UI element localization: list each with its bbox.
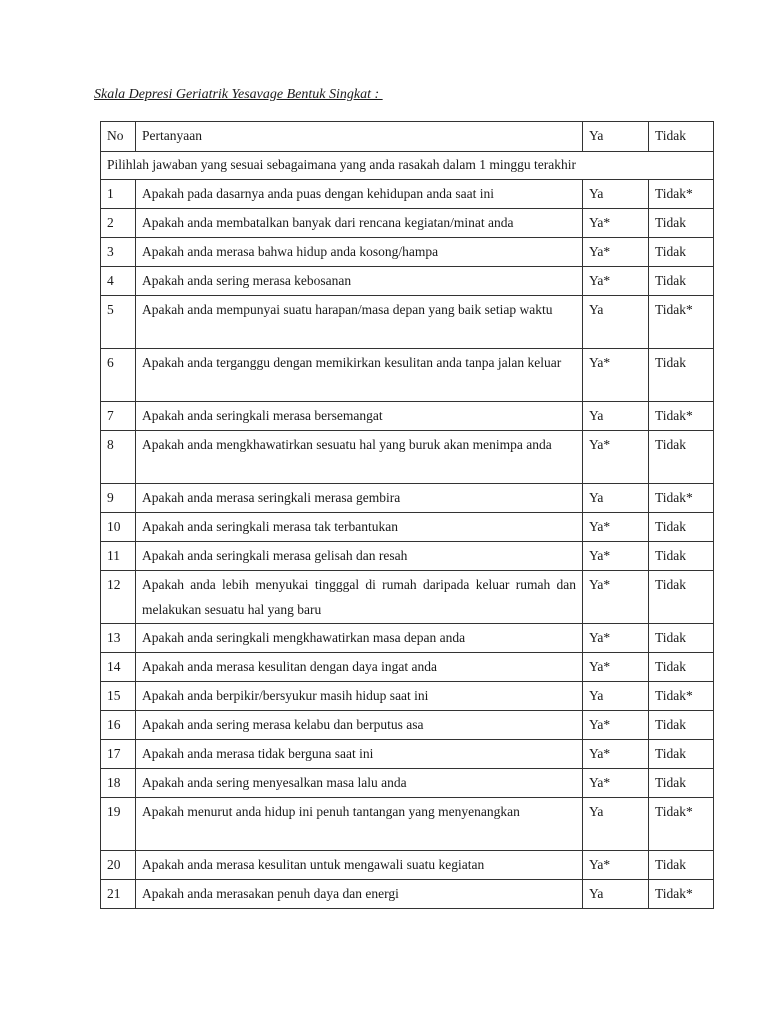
answer-yes: Ya: [583, 682, 649, 711]
answer-no: Tidak*: [649, 180, 714, 209]
answer-yes: Ya*: [583, 542, 649, 571]
row-number: 7: [101, 402, 136, 431]
answer-yes: Ya*: [583, 851, 649, 880]
answer-no: Tidak*: [649, 296, 714, 349]
answer-no: Tidak: [649, 542, 714, 571]
question-text: Apakah menurut anda hidup ini penuh tantangan yang menyenangkan: [136, 798, 583, 851]
row-number: 9: [101, 484, 136, 513]
row-number: 8: [101, 431, 136, 484]
answer-no: Tidak: [649, 267, 714, 296]
answer-yes: Ya*: [583, 349, 649, 402]
table-row: [101, 349, 714, 402]
row-number: 6: [101, 349, 136, 402]
question-text: Apakah anda merasa kesulitan dengan daya ingat anda: [136, 653, 583, 682]
answer-yes: Ya: [583, 798, 649, 851]
answer-no: Tidak: [649, 513, 714, 542]
question-text: Apakah anda seringkali mengkhawatirkan masa depan anda: [136, 624, 583, 653]
table-row: [101, 296, 714, 349]
table-row: [101, 238, 714, 267]
question-text: Apakah anda merasa seringkali merasa gembira: [136, 484, 583, 513]
answer-no: Tidak*: [649, 682, 714, 711]
answer-no: Tidak: [649, 349, 714, 402]
answer-no: Tidak*: [649, 880, 714, 909]
table-row: [101, 740, 714, 769]
answer-no: Tidak: [649, 238, 714, 267]
document-title: Skala Depresi Geriatrik Yesavage Bentuk Singkat :: [94, 87, 383, 102]
question-text: Apakah anda terganggu dengan memikirkan kesulitan anda tanpa jalan keluar: [136, 349, 583, 402]
answer-yes: Ya*: [583, 653, 649, 682]
answer-no: Tidak: [649, 653, 714, 682]
question-text: Apakah anda berpikir/bersyukur masih hidup saat ini: [136, 682, 583, 711]
answer-yes: Ya: [583, 180, 649, 209]
table-row: [101, 180, 714, 209]
question-text: Apakah pada dasarnya anda puas dengan kehidupan anda saat ini: [136, 180, 583, 209]
table-row: [101, 209, 714, 238]
answer-yes: Ya*: [583, 769, 649, 798]
answer-no: Tidak*: [649, 484, 714, 513]
answer-yes: Ya*: [583, 209, 649, 238]
row-number: 21: [101, 880, 136, 909]
row-number: 3: [101, 238, 136, 267]
question-text: Apakah anda merasa kesulitan untuk mengawali suatu kegiatan: [136, 851, 583, 880]
row-number: 14: [101, 653, 136, 682]
question-text: Apakah anda seringkali merasa bersemangat: [136, 402, 583, 431]
answer-yes: Ya*: [583, 571, 649, 624]
table-row: [101, 513, 714, 542]
question-text: Apakah anda merasa tidak berguna saat ini: [136, 740, 583, 769]
answer-yes: Ya*: [583, 238, 649, 267]
answer-no: Tidak*: [649, 402, 714, 431]
row-number: 11: [101, 542, 136, 571]
answer-no: Tidak: [649, 624, 714, 653]
answer-no: Tidak: [649, 209, 714, 238]
answer-no: Tidak*: [649, 798, 714, 851]
question-text: Apakah anda merasa bahwa hidup anda kosong/hampa: [136, 238, 583, 267]
row-number: 17: [101, 740, 136, 769]
answer-yes: Ya: [583, 402, 649, 431]
answer-yes: Ya*: [583, 624, 649, 653]
question-text: Apakah anda sering merasa kebosanan: [136, 267, 583, 296]
table-row: [101, 542, 714, 571]
row-number: 19: [101, 798, 136, 851]
row-number: 5: [101, 296, 136, 349]
table-row: [101, 851, 714, 880]
header-question: Pertanyaan: [136, 122, 583, 152]
row-number: 20: [101, 851, 136, 880]
answer-yes: Ya*: [583, 513, 649, 542]
table-row: [101, 402, 714, 431]
question-text: Apakah anda seringkali merasa gelisah dan resah: [136, 542, 583, 571]
table-row: [101, 267, 714, 296]
table-row: [101, 769, 714, 798]
row-number: 1: [101, 180, 136, 209]
question-text: Apakah anda mempunyai suatu harapan/masa depan yang baik setiap waktu: [136, 296, 583, 349]
row-number: 12: [101, 571, 136, 624]
answer-yes: Ya: [583, 484, 649, 513]
table-row: [101, 798, 714, 851]
answer-yes: Ya*: [583, 431, 649, 484]
row-number: 2: [101, 209, 136, 238]
answer-no: Tidak: [649, 711, 714, 740]
question-text: Apakah anda lebih menyukai tingggal di rumah daripada keluar rumah dan melakukan sesuatu hal yang baru: [136, 571, 583, 624]
table-row: [101, 711, 714, 740]
answer-no: Tidak: [649, 769, 714, 798]
answer-no: Tidak: [649, 740, 714, 769]
answer-yes: Ya*: [583, 711, 649, 740]
table-row: [101, 880, 714, 909]
instruction-row: [101, 152, 714, 180]
question-text: Apakah anda seringkali merasa tak terbantukan: [136, 513, 583, 542]
answer-yes: Ya*: [583, 740, 649, 769]
row-number: 10: [101, 513, 136, 542]
depression-scale-table: [100, 121, 714, 909]
answer-no: Tidak: [649, 851, 714, 880]
instruction-text: Pilihlah jawaban yang sesuai sebagaimana yang anda rasakah dalam 1 minggu terakhir: [101, 152, 714, 180]
question-text: Apakah anda merasakan penuh daya dan energi: [136, 880, 583, 909]
table-row: [101, 653, 714, 682]
table-row: [101, 571, 714, 624]
table-row: [101, 484, 714, 513]
row-number: 13: [101, 624, 136, 653]
answer-no: Tidak: [649, 571, 714, 624]
row-number: 18: [101, 769, 136, 798]
question-text: Apakah anda mengkhawatirkan sesuatu hal yang buruk akan menimpa anda: [136, 431, 583, 484]
table-row: [101, 624, 714, 653]
header-no: No: [101, 122, 136, 152]
question-text: Apakah anda membatalkan banyak dari rencana kegiatan/minat anda: [136, 209, 583, 238]
header-yes: Ya: [583, 122, 649, 152]
answer-yes: Ya*: [583, 267, 649, 296]
table-row: [101, 431, 714, 484]
answer-yes: Ya: [583, 296, 649, 349]
question-text: Apakah anda sering menyesalkan masa lalu anda: [136, 769, 583, 798]
answer-no: Tidak: [649, 431, 714, 484]
row-number: 15: [101, 682, 136, 711]
table-row: [101, 682, 714, 711]
answer-yes: Ya: [583, 880, 649, 909]
row-number: 4: [101, 267, 136, 296]
question-text: Apakah anda sering merasa kelabu dan berputus asa: [136, 711, 583, 740]
table-header-row: [101, 122, 714, 152]
header-no-answer: Tidak: [649, 122, 714, 152]
row-number: 16: [101, 711, 136, 740]
